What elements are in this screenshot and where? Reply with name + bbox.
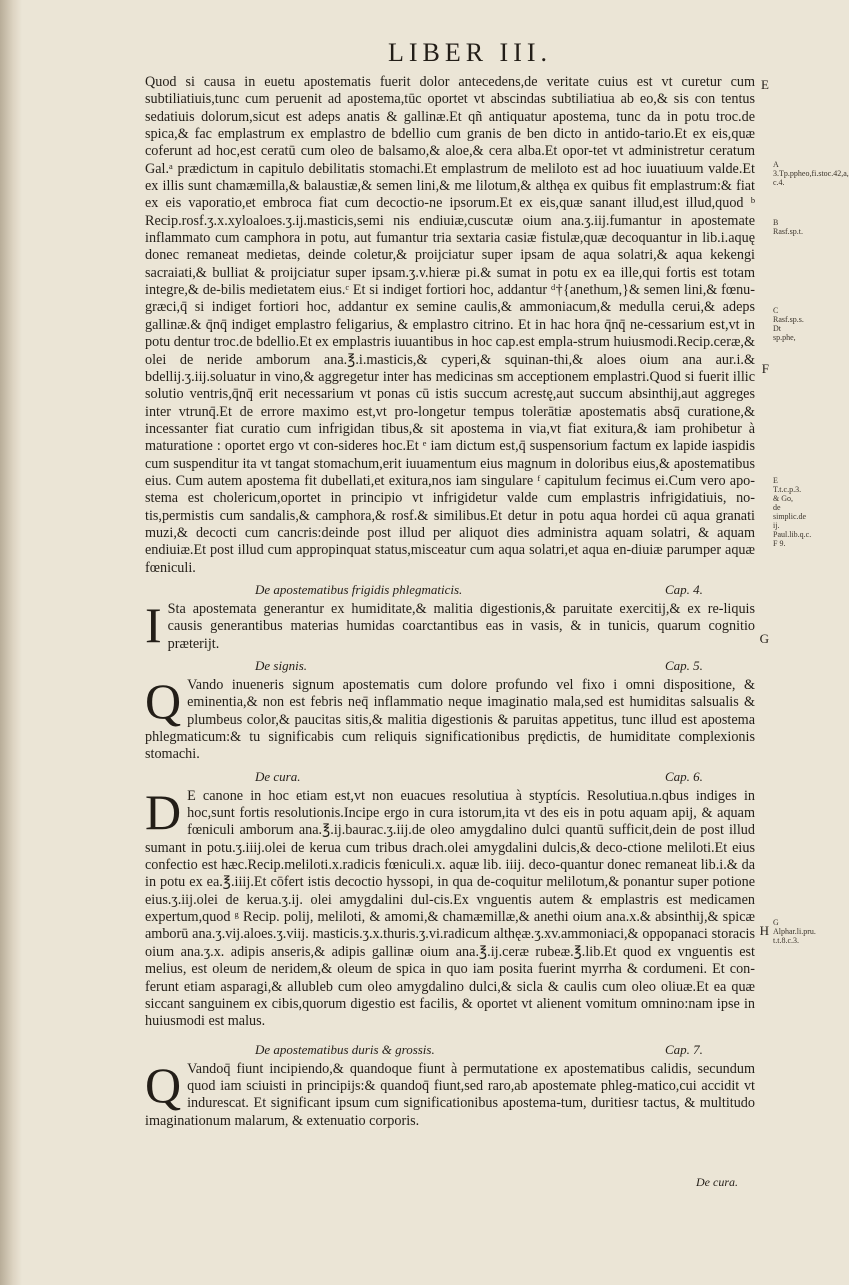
margin-letter-g: G	[759, 631, 769, 646]
paragraph-cap4	[145, 596, 755, 653]
paragraph-cap6	[145, 783, 755, 1031]
heading-title: De cura.	[255, 768, 301, 784]
drop-cap-q: Q	[145, 1056, 182, 1113]
chapter-number: Cap. 5.	[665, 658, 703, 673]
main-text	[145, 74, 769, 1130]
margin-letter-e: E	[761, 77, 769, 92]
drop-cap-d: D	[145, 783, 182, 840]
margin-note-c: C Rasf.sp.s. Dt sp.phe,	[773, 306, 804, 342]
margin-note-g: G Alphar.li.pru. t.t.8.c.3.	[773, 918, 816, 945]
chapter-heading-7	[145, 1041, 755, 1059]
margin-letter-f: F	[761, 361, 769, 376]
paragraph-cap7-text: Vandoq̄ fiunt incipiendo,& quandoque fiunt à permutatione ex apostematibus calidis, secundum quod iam sciuisti in principijs:& quandoq̄ fiunt,sed raro,ab apostemate phleg-matico,cui accidit vt indurescat. Et significant ipsum cum significationibus apostema-tum, duritiesr tactus, & multitudo imaginationum malarum, & extenuatio corporis.	[145, 1060, 755, 1129]
margin-note-a: A 3.Tp.ppheo,fi.stoc.42,a, c.4.	[773, 160, 849, 187]
margin-note-e: E T.t.c.p.3. & Go, de simplic.de ij. Paul.lib.q.c. F 9.	[773, 476, 812, 548]
running-header	[0, 38, 800, 68]
heading-title: De apostematibus duris & grossis.	[255, 1041, 435, 1057]
binding-gutter	[0, 0, 22, 1285]
drop-cap-i: I	[145, 596, 162, 653]
paragraph-cap4-text: Sta apostemata generantur ex humiditate,& malitia digestionis,& paruitate exercitij,& ex re-liquis causis generantibus materias humidas coarctantibus eas in vasis, & in tunicis, quarum cognitio præterijt.	[167, 600, 755, 652]
paragraph-cap5-text: Vando inueneris signum apostematis cum dolore profundo vel fixo i omni dispositione, & eminentia,& non est febris neq̄ inflammatio neque imaginatio mala,sed est humiditas salsualis & plumbeus color,& paucitas sitis,& malitia digestionis & paruitas appetitus, tunc illud est apostema phlegmaticum:& tu significabis cum reliquis significationibus prędictis, de humiditate complexionis stomachi.	[145, 677, 755, 763]
heading-title: De signis.	[255, 658, 307, 673]
margin-note-b: B Rasf.sp.t.	[773, 218, 803, 236]
chapter-heading-6	[145, 768, 755, 786]
chapter-number: Cap. 4.	[665, 581, 703, 597]
margin-letter-h: H	[759, 923, 769, 938]
paragraph-cap7	[145, 1056, 755, 1130]
chapter-number: Cap. 7.	[665, 1041, 703, 1057]
chapter-number: Cap. 6.	[665, 768, 703, 784]
paragraph-cap5	[145, 673, 755, 764]
heading-title: De apostematibus frigidis phlegmaticis.	[255, 581, 463, 597]
page-title: LIBER III.	[387, 38, 553, 67]
paragraph-cap6-text: E canone in hoc etiam est,vt non euacues resolutiua à styptícis. Resolutiua.n.qbus indiges in hoc,sunt fortis resolutionis.Incipe ergo in cura istorum,ita vt des eis in potu aquam apij, & aquam fœniculi amborum ana.℥.ij.baurac.ʒ.iij.de oleo amygdalino dulci quantū sufficit,dein de post illud sumant in potu.ʒ.iiij.olei de kerua cum tribus drach.olei amygdalini dulcis,& deco-ctione meliloti.Et eius confectio est hæc.Recip.meliloti.x.radicis fœniculi.x. aquæ lib. iiij. deco-quantur donec remaneat lib.i.& da in potu ex ea.℥.iiij.Et cōfert istis decoctio hyssopi, in qua de-coquitur melilotum,& ponantur super potione eius.ʒ.iij.olei de kerua.ʒ.ij. olei amygdalini dul-cis.Ex vnguentis autem & emplastris est medicamen expertum,quod ᵍ Recip. polij, meliloti, & amomi,& chamæmillæ,& anethi oium ana.x.& absinthij,& spicæ amborū ana.ʒ.vij.aloes.ʒ.viij. masticis.ʒ.x.thuris.ʒ.vi.radicum althęæ.ʒ.xv.ammoniaci,& oppopanaci storacis oium ana.ʒ.x. adipis anseris,& adipis gallinæ oium ana.℥.ij.ceræ rubeæ.℥.lib.Et quod ex vnguentis est melius, est oleum de neridem,& oleum de spica in quo iam posita fuerint myrrha & cordumeni. Et con-ferunt etiam asparagi,& allubleb cum oleo amygdalino dulci,& sicla & caulis cum oleo oliuæ.Et ea quæ siccant sanguinem ex cibis,quorum digestio est facilis, & oportet vt alienent vomitum omnino:nam ipse in huiusmodi est malus.	[145, 787, 755, 1030]
chapter-heading-4	[145, 581, 755, 599]
chapter-heading-5	[145, 657, 755, 675]
catchword: De cura.	[696, 1175, 738, 1189]
paragraph-intro: Quod si causa in euetu apostematis fuerit dolor antecedens,de veritate cuius est vt curetur cum subtiliatiuis,tunc cum peruenit ad apostema,tūc oportet vt abscindas subtiliatiua ab eo,& sis con tentus sedatiuis dolorum,sicut est adeps anatis & gallinæ.Et qñ antiquatur apostema, tunc da in potu troc.de spica,& fac emplastrum ex emplastro de bdellio cum granis de ben dicto in antido-tario.Et ex eis,quæ coferunt ad hoc,est ceratū cum oleo de balsamo,& aloe,& cera alba.Et opor-tet vt administretur ceratum Gal.ᵃ prædictum in capitulo debilitatis stomachi.Et emplastrum de meliloto est ad hoc iuuatiuum valde.Et ex illis sunt chamæmilla,& balaustiæ,& semen lini,& me lilotum,& althęa ex quibus fit emplastrum:& fiat ex eis vaporatio,et embroca fiat cum decoctio-ne ipsorum.Et ex eis,quæ sanant illud,est illud,quod ᵇ Recip.rosf.ʒ.x.xyloaloes.ʒ.ij.masticis,semi nis endiuiæ,cuscutæ oium ana.ʒ.iij.fumantur in apostemate inflammato cum camphora in potu, aut fumantur tria sextaria casiæ fistulæ,quæ decoquantur in lib.i.aquę donec remaneat medietas, deinde coletur,& proijciatur super ipsam de aqua solatri,& aqua kekengi sacraiati,& bulliat & proijciatur super ipsam.ʒ.v.hieræ pi.& sumat in potu ex ea ille,qui fortis est totam integre,& de-bilis medietatem eius.ᶜ Et si indiget fortiori hoc, addantur ᵈ†{anethum,}& semen lini,& fœnu-græci,q̄ si indiget fortiori hoc, addantur ex semine caulis,& ammoniacum,& medulla cerui,& adeps gallinæ.& q̄nq̄ indiget emplastro feligarius, & emplastro citrino. Et in hac hora q̄nq̄ ne-cessarium est,vt in potu dentur troc.de bdellio.Et ex emplastris iuuantibus in hoc cap.est empla-strum huiusmodi.Recip.ceræ,& olei de neride amborum ana.℥.i.masticis,& cyperi,& squinan-thi,& aloes oium ana aur.i.& bdellij.ʒ.iij.soluatur in vino,& aggregetur inter has medicinas sm acceptionem emplastri.Quod si fuerit illic solutio ventris,q̄nq̄ erit necessarium vt ponas cū istis succum acrestę,aut succum absinthij,aut aggreges inter vtrunq̄.Et de errore maximo est,vt pro-longetur tempus tolerātiæ apostematis absq̄ curatione,& incessanter fiat curatio cum infrigidan tibus,& sit apostema in via,vt fiat exitura,& iam prohibetur à maturatione : oportet ergo vt con-sideres hoc.Et ᵉ iam dictum est,q̄ suspensorium factum ex lapide iaspidis cum suspenditur ita vt tangat stomachum,erit iuuamentum eius magnum in doloribus eius,& apostematibus eius. Cum autem apostema fit dubellati,et exitura,nos iam singulare ᶠ capitulum fecimus ei.Cum vero apo-stema est cholericum,oportet in principio vt infrigidetur valde cum emplastris infrigidatiuis, no-tis,permistis cum sandalis,& camphora,& rosf.& similibus.Et detur in potu aqua hordei cū aqua granati muzi,& decocti cum cancris:deinde post illud per aliquot dies administra aquam solatri, & aquam endiuiæ.Et post illud cum appropinquat status,misceatur cum aqua solatri,et aqua en-diuiæ parumper aquæ fœniculi.	[145, 74, 755, 576]
drop-cap-q: Q	[145, 673, 182, 729]
